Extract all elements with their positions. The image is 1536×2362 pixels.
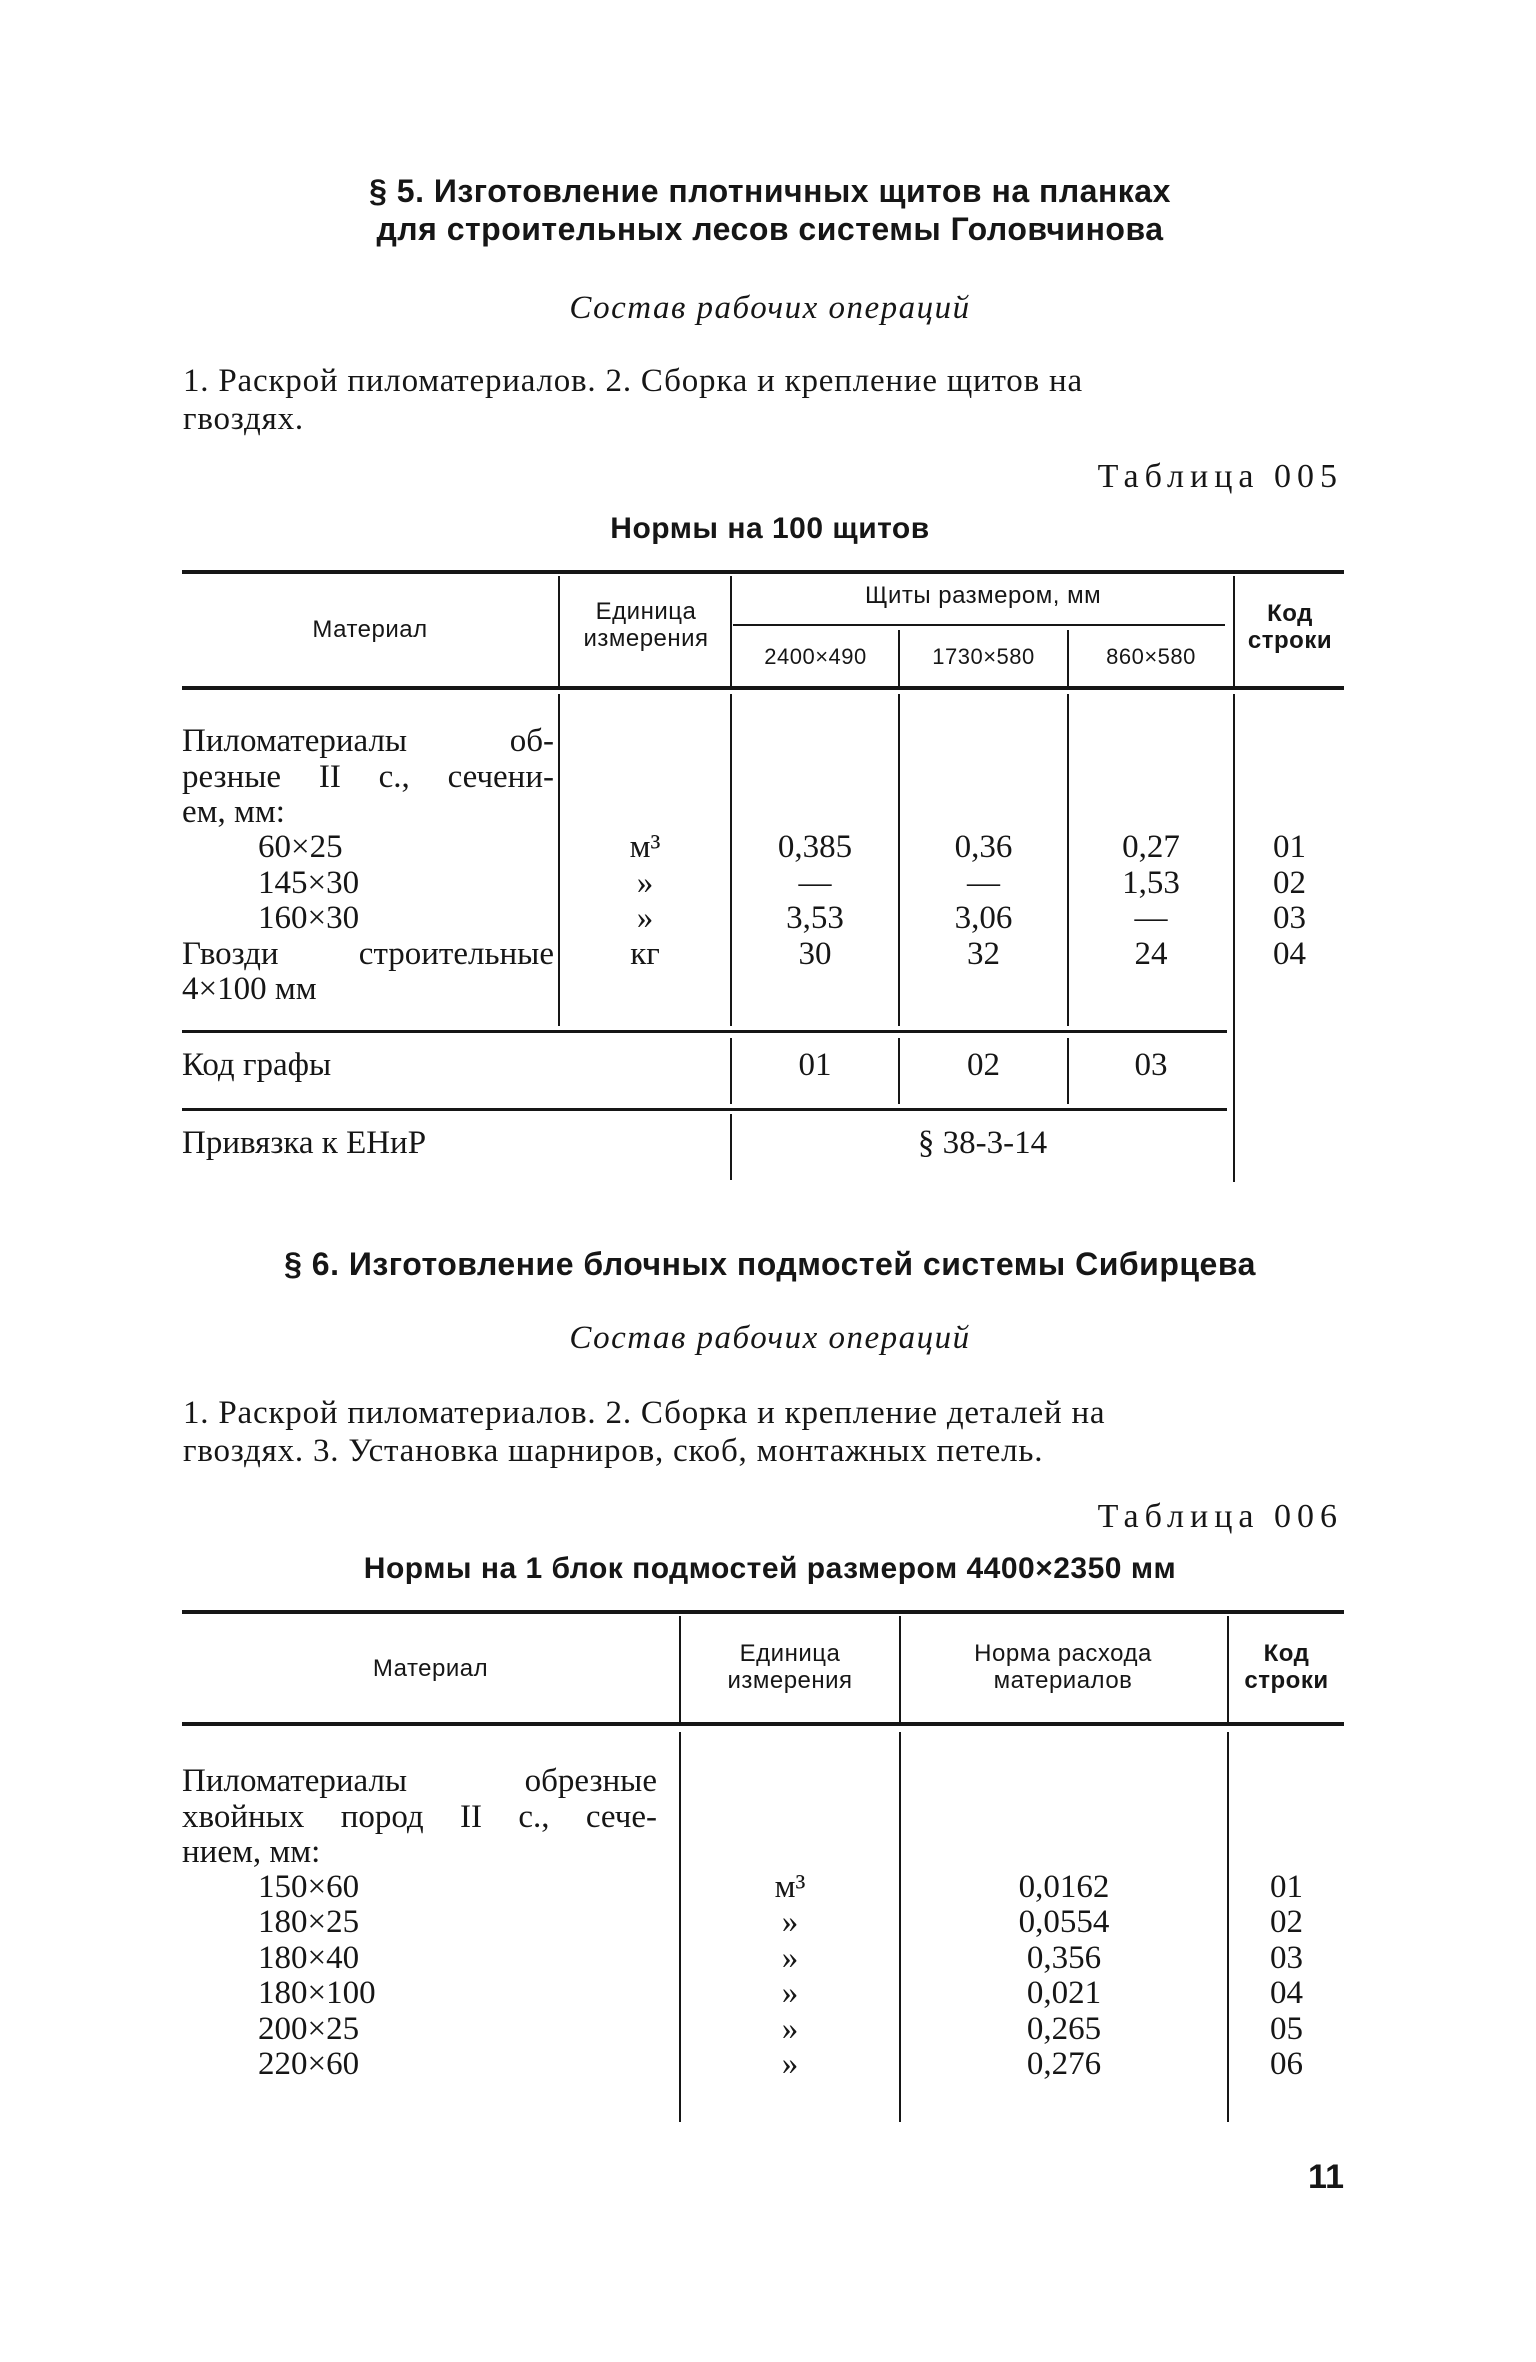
table-006-row-2-norm: 0,0554	[1018, 1904, 1110, 1940]
section-5-ops-text	[183, 362, 1343, 438]
table-005-enir-value: § 38-3-14	[917, 1125, 1048, 1161]
section-6-ops-title: Состав рабочих операций	[569, 1320, 971, 1356]
table-006-row-2-code: 02	[1270, 1904, 1303, 1940]
table-005-caption: Нормы на 100 щитов	[610, 512, 930, 545]
table-006-row-2-material: 180×25	[258, 1904, 360, 1940]
table-005-group-label-line: ем, мм:	[182, 794, 285, 830]
table-005-header-group: Щиты размером, мм	[864, 582, 1102, 609]
table-006-header-unit: Единица измерения	[727, 1640, 853, 1694]
table-005-enir-label: Привязка к ЕНиР	[182, 1125, 427, 1161]
table-005-divider	[1233, 576, 1235, 686]
section-6-ops-line-1: 1. Раскрой пиломатериалов. 2. Сборка и крепление деталей на	[183, 1395, 1106, 1431]
table-005-row-4-material: Гвозди строительные	[182, 936, 554, 972]
table-005-divider	[730, 576, 732, 686]
table-005-row-4-unit: кг	[630, 936, 660, 972]
table-006-header-material: Материал	[372, 1655, 489, 1682]
table-006-number: Таблица 006	[1097, 1498, 1343, 1535]
section-6-ops-text	[183, 1394, 1343, 1470]
table-005-body-rule	[182, 1030, 1227, 1033]
section-5-ops-title: Состав рабочих операций	[569, 290, 971, 326]
table-006-row-4-norm: 0,021	[1026, 1975, 1102, 2011]
table-005-group-label-line: резные II с., сечени-	[182, 758, 554, 795]
table-006-top-rule	[182, 1610, 1344, 1614]
section-5-ops-line-2: гвоздях.	[183, 401, 304, 437]
table-006-row-2-unit: »	[781, 1904, 799, 1940]
table-006-row-6-norm: 0,276	[1026, 2046, 1102, 2082]
table-005-group-label	[182, 724, 554, 831]
table-006-row-5-norm: 0,265	[1026, 2011, 1102, 2047]
table-006-row-1-material: 150×60	[258, 1869, 360, 1905]
table-005-header-material: Материал	[312, 616, 428, 643]
table-005-row-4-col-1: 30	[798, 936, 832, 972]
section-6-ops-line-2: гвоздях. 3. Установка шарниров, скоб, монтажных петель.	[183, 1433, 1044, 1469]
table-005-group-label-line: Пиломатериалы об-	[182, 723, 554, 759]
table-005-row-1-unit: м³	[629, 829, 661, 865]
section-6-heading: § 6. Изготовление блочных подмостей системы Сибирцева	[284, 1246, 1256, 1282]
table-006-row-6-code: 06	[1270, 2046, 1303, 2082]
table-006-row-6-unit: »	[781, 2046, 799, 2082]
table-005-row-1-col-1: 0,385	[777, 829, 853, 865]
table-005-row-3-code: 03	[1273, 900, 1306, 936]
table-006-group-label-line: Пиломатериалы обрезные	[182, 1763, 657, 1799]
table-006-caption: Нормы на 1 блок подмостей размером 4400×2350 мм	[363, 1552, 1177, 1585]
table-006-row-5-material: 200×25	[258, 2011, 360, 2047]
table-005-row-2-col-3: 1,53	[1122, 865, 1180, 901]
table-005-header-rule	[182, 686, 1344, 690]
table-006-row-1-unit: м³	[774, 1869, 806, 1905]
table-005-subheader-2: 1730×580	[932, 644, 1035, 669]
table-006-header-code: Код строки	[1244, 1640, 1329, 1694]
section-5-ops-line-1: 1. Раскрой пиломатериалов. 2. Сборка и крепление щитов на	[183, 363, 1083, 399]
table-005-graph-code-label: Код графы	[182, 1047, 332, 1083]
table-006-row-1-code: 01	[1270, 1869, 1303, 1905]
table-006-row-3-unit: »	[781, 1940, 799, 1976]
table-005-subheader-3: 860×580	[1106, 644, 1196, 669]
table-005-graph-code-2: 02	[967, 1047, 1000, 1083]
table-006-header-rule	[182, 1722, 1344, 1726]
table-005-graph-code-3: 03	[1134, 1047, 1168, 1083]
table-006-row-5-unit: »	[781, 2011, 799, 2047]
table-005-row-2-col-2: —	[967, 865, 1000, 901]
table-005-row-3-material: 160×30	[258, 900, 360, 936]
table-005-row-1-col-3: 0,27	[1122, 829, 1180, 865]
table-006-group-label-line: нием, мм:	[182, 1834, 321, 1870]
section-5-heading	[180, 172, 1360, 248]
table-005-row-4-col-2: 32	[967, 936, 1000, 972]
table-006-divider	[679, 1616, 681, 1722]
table-005-row-1-code: 01	[1273, 829, 1306, 865]
table-006-row-3-norm: 0,356	[1026, 1940, 1102, 1976]
table-005-row-1-col-2: 0,36	[954, 829, 1013, 865]
table-005-row-4-col-3: 24	[1134, 936, 1168, 972]
table-005-row-4-material-line-2: 4×100 мм	[182, 971, 317, 1007]
table-005-row-2-col-1: —	[798, 865, 832, 901]
table-006-row-5-code: 05	[1270, 2011, 1303, 2047]
table-005-row-3-col-3: —	[1134, 900, 1168, 936]
table-005-row-2-code: 02	[1273, 865, 1306, 901]
table-005-row-3-col-2: 3,06	[954, 900, 1013, 936]
table-005-row-2-material: 145×30	[258, 865, 360, 901]
table-006-group-label	[182, 1764, 657, 1871]
table-006-row-4-code: 04	[1270, 1975, 1303, 2011]
table-006-row-1-norm: 0,0162	[1018, 1869, 1110, 1905]
section-5-heading-line-2: для строительных лесов системы Головчинова	[376, 211, 1164, 247]
section-5-heading-line-1: § 5. Изготовление плотничных щитов на планках	[369, 173, 1171, 209]
table-005-row-1-material: 60×25	[258, 829, 343, 865]
table-005-group-rule	[733, 624, 1225, 626]
table-006-header-norm: Норма расхода материалов	[974, 1640, 1152, 1694]
table-006-group-label-line: хвойных пород II с., сече-	[182, 1798, 657, 1835]
table-005-header-unit: Единица измерения	[583, 598, 709, 652]
table-006-row-4-material: 180×100	[258, 1975, 376, 2011]
table-006-row-4-unit: »	[781, 1975, 799, 2011]
table-005-subheader-1: 2400×490	[764, 644, 867, 669]
table-005-top-rule	[182, 570, 1344, 574]
table-006-divider	[899, 1616, 901, 1722]
table-006-row-6-material: 220×60	[258, 2046, 360, 2082]
table-005-number: Таблица 005	[1097, 458, 1343, 495]
table-005-divider	[558, 576, 560, 686]
table-005-row-3-col-1: 3,53	[786, 900, 844, 936]
table-005-row-3-unit: »	[636, 900, 654, 936]
table-005-header-code: Код строки	[1247, 600, 1333, 654]
table-005-code-rule	[182, 1108, 1227, 1111]
table-005-graph-code-1: 01	[798, 1047, 832, 1083]
table-005-row-4-code: 04	[1273, 936, 1306, 972]
table-005-row-2-unit: »	[636, 865, 654, 901]
table-006-row-3-material: 180×40	[258, 1940, 360, 1976]
table-006-row-3-code: 03	[1270, 1940, 1303, 1976]
page-number: 11	[1308, 2158, 1344, 2196]
